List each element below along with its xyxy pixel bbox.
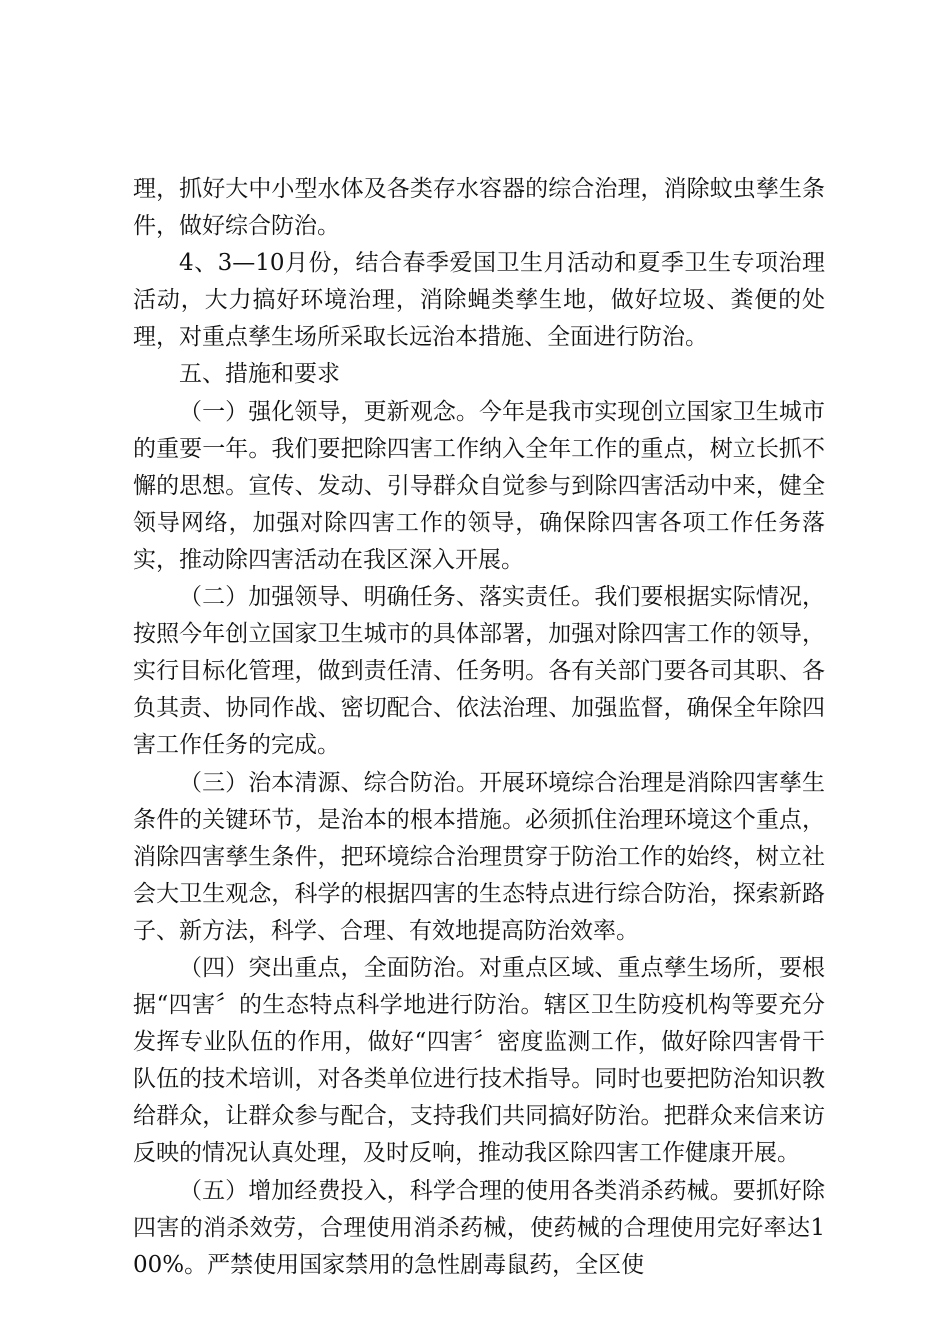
paragraph-measure-3: （三）治本清源、综合防治。开展环境综合治理是消除四害孳生条件的关键环节，是治本的根本措施。必须抓住治理环境这个重点，消除四害孳生条件，把环境综合治理贯穿于防治工作的始终，树立社会大卫生观念，科学的根据四害的生态特点进行综合防治，探索新路子、新方法，科学、合理、有效地提高防治效率。: [133, 769, 825, 944]
paragraph-continuation: 理，抓好大中小型水体及各类存水容器的综合治理，消除蚊虫孳生条件，做好综合防治。: [133, 176, 825, 240]
paragraph-measure-4: （四）突出重点，全面防治。对重点区域、重点孳生场所，要根据“四害〞的生态特点科学地进行防治。辖区卫生防疫机构等要充分发挥专业队伍的作用，做好“四害〞密度监测工作，做好除四害骨干队伍的技术培训，对各类单位进行技术指导。同时也要把防治知识教给群众，让群众参与配合，支持我们共同搞好防治。把群众来信来访反映的情况认真处理，及时反响，推动我区除四害工作健康开展。: [133, 954, 825, 1167]
document-body: [133, 171, 825, 1284]
section-heading-measures: 五、措施和要求: [179, 361, 340, 388]
paragraph-item-4: 4、3—10月份，结合春季爱国卫生月活动和夏季卫生专项治理活动，大力搞好环境治理，消除蝇类孳生地，做好垃圾、粪便的处理，对重点孳生场所采取长远治本措施、全面进行防治。: [133, 250, 825, 351]
paragraph-measure-1: （一）强化领导，更新观念。今年是我市实现创立国家卫生城市的重要一年。我们要把除四害工作纳入全年工作的重点，树立长抓不懈的思想。宣传、发动、引导群众自觉参与到除四害活动中来，健全领导网络，加强对除四害工作的领导，确保除四害各项工作任务落实，推动除四害活动在我区深入开展。: [133, 398, 825, 573]
paragraph-measure-2: （二）加强领导、明确任务、落实责任。我们要根据实际情况，按照今年创立国家卫生城市的具体部署，加强对除四害工作的领导，实行目标化管理，做到责任清、任务明。各有关部门要各司其职、各负其责、协同作战、密切配合、依法治理、加强监督，确保全年除四害工作任务的完成。: [133, 584, 825, 759]
paragraph-measure-5: （五）增加经费投入，科学合理的使用各类消杀药械。要抓好除四害的消杀效劳，合理使用消杀药械，使药械的合理使用完好率达100%。严禁使用国家禁用的急性剧毒鼠药，全区使: [133, 1177, 825, 1278]
